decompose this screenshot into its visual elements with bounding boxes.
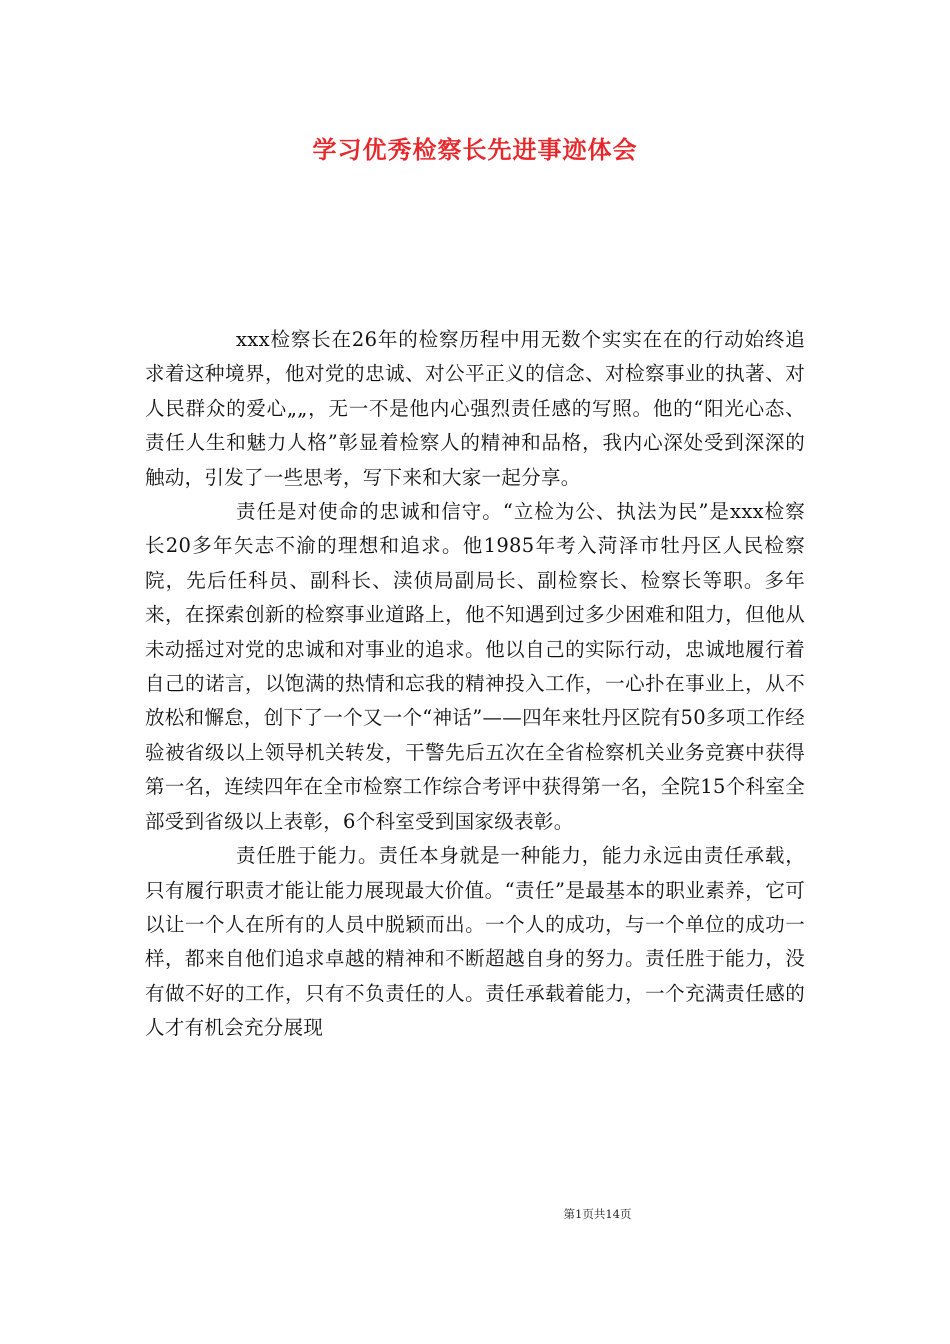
document-title: 学习优秀检察长先进事迹体会 <box>312 135 638 164</box>
paragraph-2: 责任是对使命的忠诚和信守。“立检为公、执法为民”是xxx检察长20多年矢志不渝的理想和追求。他1985年考入菏泽市牡丹区人民检察院，先后任科员、副科长、渎侦局副局长、副检察长、检察长等职。多年来，在探索创新的检察事业道路上，他不知遇到过多少困难和阻力，但他从未动摇过对党的忠诚和对事业的追求。他以自己的实际行动，忠诚地履行着自己的诺言，以饱满的热情和忘我的精神投入工作，一心扑在事业上，从不放松和懈怠，创下了一个又一个“神话”——四年来牡丹区院有50多项工作经验被省级以上领导机关转发，干警先后五次在全省检察机关业务竞赛中获得第一名，连续四年在全市检察工作综合考评中获得第一名，全院15个科室全部受到省级以上表彰，6个科室受到国家级表彰。 <box>145 500 805 833</box>
paragraph-3: 责任胜于能力。责任本身就是一种能力，能力永远由责任承载，只有履行职责才能让能力展现最大价值。“责任”是最基本的职业素养，它可以让一个人在所有的人员中脱颖而出。一个人的成功，与一个单位的成功一样，都来自他们追求卓越的精神和不断超越自身的努力。责任胜于能力，没有做不好的工作，只有不负责任的人。责任承载着能力，一个充满责任感的人才有机会充分展现 <box>145 844 805 1040</box>
paragraph-1: xxx检察长在26年的检察历程中用无数个实实在在的行动始终追求着这种境界，他对党的忠诚、对公平正义的信念、对检察事业的执著、对人民群众的爱心„„，无一不是他内心强烈责任感的写照。他的“阳光心态、责任人生和魅力人格”彰显着检察人的精神和品格，我内心深处受到深深的触动，引发了一些思考，写下来和大家一起分享。 <box>145 328 805 489</box>
page-number: 第1页共14页 <box>563 1207 632 1221</box>
document-body <box>145 323 805 1046</box>
page-footer <box>0 1206 950 1222</box>
